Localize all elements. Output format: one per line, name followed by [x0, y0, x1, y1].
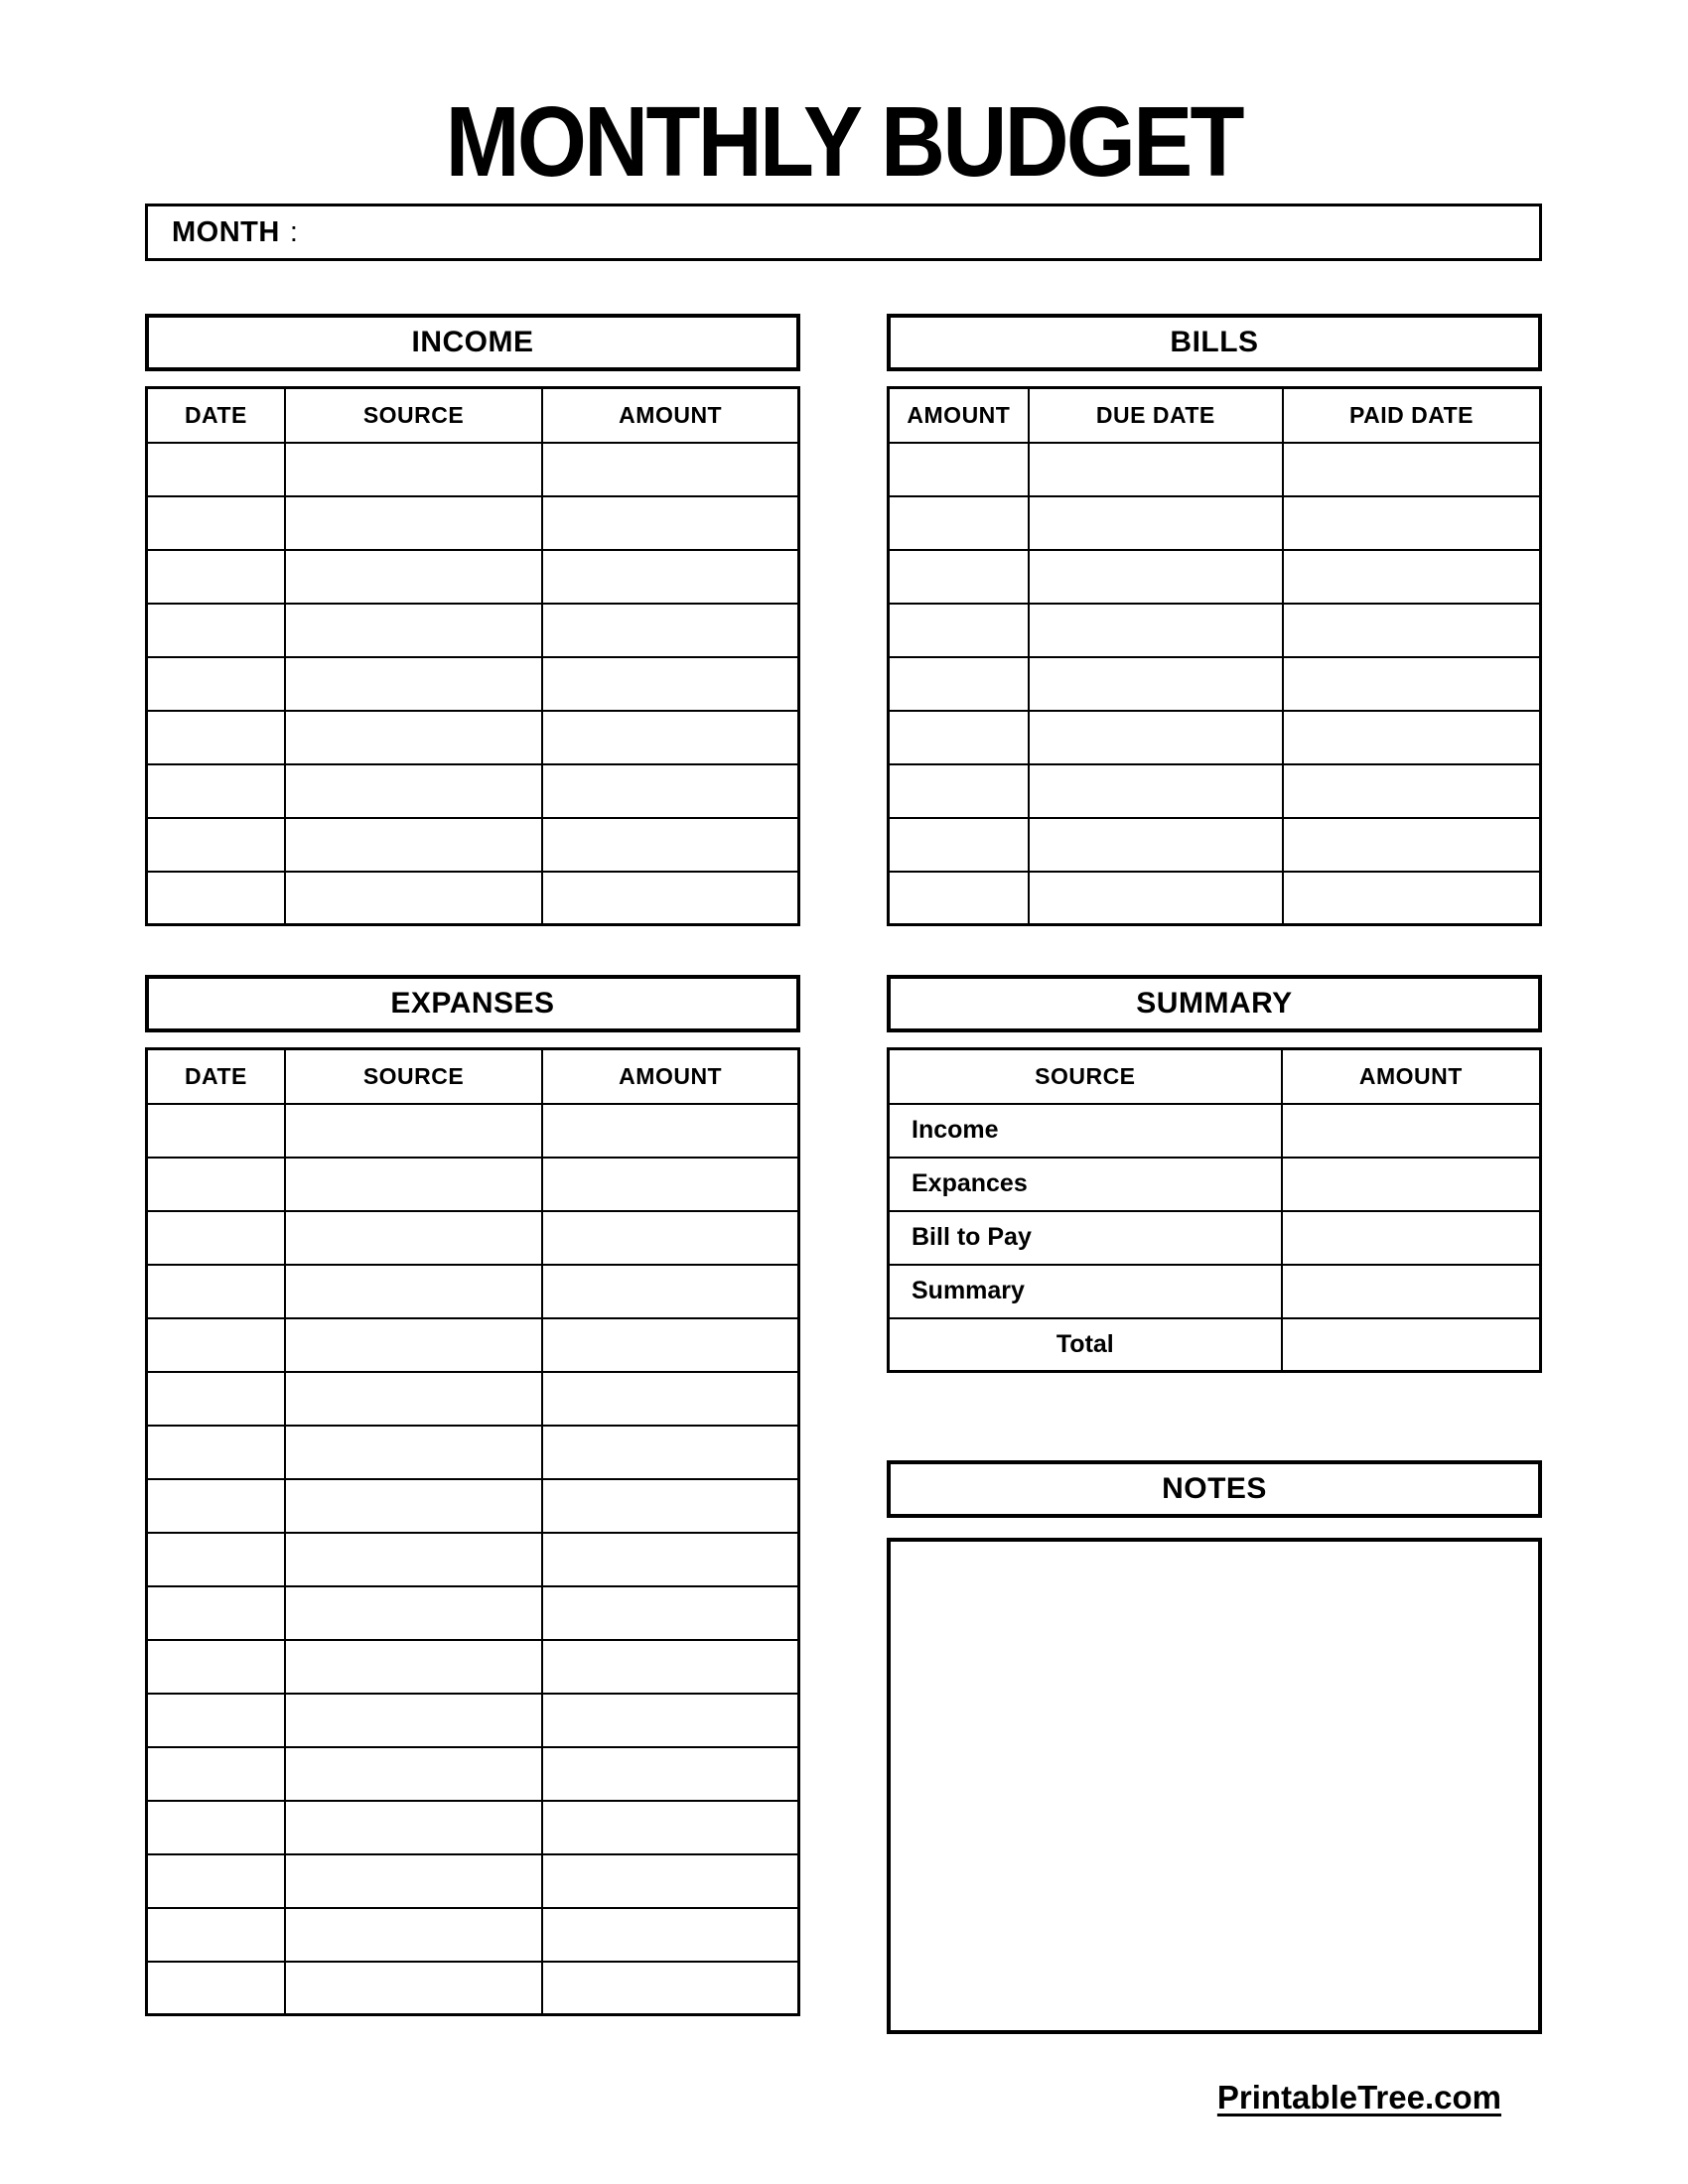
income-title-text: INCOME	[411, 326, 534, 358]
empty-cell[interactable]	[1029, 443, 1283, 496]
bills-section-title	[887, 314, 1542, 371]
empty-cell[interactable]	[542, 657, 798, 711]
empty-cell[interactable]	[285, 1426, 543, 1479]
empty-cell[interactable]	[147, 1801, 285, 1854]
table-row	[147, 1265, 799, 1318]
table-row	[147, 443, 799, 496]
table-row	[889, 764, 1541, 818]
empty-cell[interactable]	[1283, 604, 1541, 657]
column-header: DUE DATE	[1029, 388, 1283, 443]
bills-table	[887, 386, 1542, 926]
summary-row	[889, 1265, 1541, 1318]
summary-row-label: Bill to Pay	[889, 1211, 1282, 1265]
expanses-title-text: EXPANSES	[390, 987, 555, 1020]
empty-cell[interactable]	[285, 1801, 543, 1854]
empty-cell[interactable]	[147, 1158, 285, 1211]
empty-cell[interactable]	[147, 657, 285, 711]
empty-cell[interactable]	[147, 550, 285, 604]
empty-cell[interactable]	[542, 1586, 798, 1640]
summary-row	[889, 1318, 1541, 1372]
table-row	[147, 711, 799, 764]
summary-value-cell[interactable]	[1282, 1158, 1541, 1211]
empty-cell[interactable]	[147, 604, 285, 657]
empty-cell[interactable]	[147, 1586, 285, 1640]
table-row	[147, 1586, 799, 1640]
empty-cell[interactable]	[1029, 604, 1283, 657]
income-table	[145, 386, 800, 926]
notes-section-title	[887, 1460, 1542, 1518]
column-header: AMOUNT	[542, 1049, 798, 1104]
empty-cell[interactable]	[147, 1318, 285, 1372]
table-row	[147, 1854, 799, 1908]
expanses-table	[145, 1047, 800, 2016]
empty-cell[interactable]	[285, 1158, 543, 1211]
empty-cell[interactable]	[542, 1533, 798, 1586]
table-row	[147, 657, 799, 711]
table-row	[147, 872, 799, 925]
table-row	[889, 496, 1541, 550]
bills-title-text: BILLS	[1170, 326, 1259, 358]
empty-cell[interactable]	[147, 1533, 285, 1586]
table-row	[147, 1318, 799, 1372]
empty-cell[interactable]	[542, 1265, 798, 1318]
column-header: PAID DATE	[1283, 388, 1541, 443]
empty-cell[interactable]	[147, 1747, 285, 1801]
empty-cell[interactable]	[285, 1586, 543, 1640]
empty-cell[interactable]	[542, 1908, 798, 1962]
page-title-text: MONTHLY BUDGET	[445, 86, 1242, 198]
table-row	[147, 1801, 799, 1854]
table-row	[147, 496, 799, 550]
page-title	[145, 86, 1542, 198]
month-label: MONTH	[172, 215, 280, 248]
empty-cell[interactable]	[147, 1640, 285, 1694]
month-field-box	[145, 204, 1542, 261]
summary-value-cell[interactable]	[1282, 1318, 1541, 1372]
empty-cell[interactable]	[147, 764, 285, 818]
footer-site-link[interactable]: PrintableTree.com	[1216, 2079, 1501, 2116]
empty-cell[interactable]	[1283, 550, 1541, 604]
empty-cell[interactable]	[542, 764, 798, 818]
summary-row	[889, 1158, 1541, 1211]
expanses-header-row	[147, 1049, 799, 1104]
summary-table	[887, 1047, 1542, 1373]
notes-area[interactable]	[887, 1538, 1542, 2034]
empty-cell[interactable]	[147, 1372, 285, 1426]
summary-row-label: Expances	[889, 1158, 1282, 1211]
empty-cell[interactable]	[889, 496, 1029, 550]
table-row	[147, 1533, 799, 1586]
month-colon: :	[289, 215, 298, 248]
empty-cell[interactable]	[889, 443, 1029, 496]
empty-cell[interactable]	[147, 872, 285, 925]
table-row	[147, 818, 799, 872]
empty-cell[interactable]	[889, 764, 1029, 818]
empty-cell[interactable]	[285, 711, 543, 764]
left-column	[145, 314, 800, 2034]
empty-cell[interactable]	[285, 1211, 543, 1265]
empty-cell[interactable]	[147, 1265, 285, 1318]
right-column	[887, 314, 1542, 2034]
empty-cell[interactable]	[542, 1211, 798, 1265]
table-row	[147, 1479, 799, 1533]
empty-cell[interactable]	[542, 1372, 798, 1426]
empty-cell[interactable]	[285, 1962, 543, 2015]
empty-cell[interactable]	[147, 1908, 285, 1962]
table-row	[889, 657, 1541, 711]
empty-cell[interactable]	[147, 711, 285, 764]
empty-cell[interactable]	[1283, 818, 1541, 872]
empty-cell[interactable]	[1283, 764, 1541, 818]
empty-cell[interactable]	[285, 764, 543, 818]
empty-cell[interactable]	[285, 1747, 543, 1801]
empty-cell[interactable]	[542, 1426, 798, 1479]
empty-cell[interactable]	[1283, 872, 1541, 925]
summary-total-label: Total	[889, 1318, 1282, 1372]
summary-row-label: Summary	[889, 1265, 1282, 1318]
page-content	[145, 0, 1542, 2034]
empty-cell[interactable]	[147, 496, 285, 550]
bills-header-row	[889, 388, 1541, 443]
empty-cell[interactable]	[147, 1211, 285, 1265]
empty-cell[interactable]	[1283, 443, 1541, 496]
table-row	[147, 1747, 799, 1801]
summary-row	[889, 1211, 1541, 1265]
summary-header-row	[889, 1049, 1541, 1104]
empty-cell[interactable]	[147, 1104, 285, 1158]
empty-cell[interactable]	[542, 496, 798, 550]
summary-row-label: Income	[889, 1104, 1282, 1158]
empty-cell[interactable]	[889, 604, 1029, 657]
column-header: AMOUNT	[542, 388, 798, 443]
empty-cell[interactable]	[285, 1694, 543, 1747]
table-row	[147, 1104, 799, 1158]
empty-cell[interactable]	[285, 1854, 543, 1908]
empty-cell[interactable]	[285, 1640, 543, 1694]
table-row	[147, 1372, 799, 1426]
table-row	[147, 550, 799, 604]
empty-cell[interactable]	[1283, 711, 1541, 764]
empty-cell[interactable]	[542, 443, 798, 496]
empty-cell[interactable]	[889, 711, 1029, 764]
notes-title-text: NOTES	[1162, 1472, 1267, 1505]
column-header: SOURCE	[285, 388, 543, 443]
table-row	[147, 1640, 799, 1694]
summary-row	[889, 1104, 1541, 1158]
empty-cell[interactable]	[889, 818, 1029, 872]
column-header: DATE	[147, 388, 285, 443]
empty-cell[interactable]	[285, 443, 543, 496]
empty-cell[interactable]	[1029, 657, 1283, 711]
empty-cell[interactable]	[1029, 872, 1283, 925]
empty-cell[interactable]	[147, 443, 285, 496]
column-header: AMOUNT	[889, 388, 1029, 443]
empty-cell[interactable]	[147, 1426, 285, 1479]
empty-cell[interactable]	[1283, 657, 1541, 711]
income-header-row	[147, 388, 799, 443]
empty-cell[interactable]	[542, 1854, 798, 1908]
empty-cell[interactable]	[542, 1747, 798, 1801]
empty-cell[interactable]	[542, 872, 798, 925]
column-header: SOURCE	[889, 1049, 1282, 1104]
empty-cell[interactable]	[1029, 550, 1283, 604]
summary-section-title	[887, 975, 1542, 1032]
empty-cell[interactable]	[889, 872, 1029, 925]
summary-value-cell[interactable]	[1282, 1211, 1541, 1265]
empty-cell[interactable]	[1029, 764, 1283, 818]
empty-cell[interactable]	[1029, 711, 1283, 764]
empty-cell[interactable]	[285, 818, 543, 872]
empty-cell[interactable]	[542, 1962, 798, 2015]
table-row	[147, 1211, 799, 1265]
empty-cell[interactable]	[542, 550, 798, 604]
empty-cell[interactable]	[542, 1640, 798, 1694]
empty-cell[interactable]	[285, 550, 543, 604]
table-row	[147, 1694, 799, 1747]
empty-cell[interactable]	[542, 1318, 798, 1372]
empty-cell[interactable]	[147, 1962, 285, 2015]
empty-cell[interactable]	[542, 1104, 798, 1158]
table-row	[147, 1158, 799, 1211]
table-row	[889, 443, 1541, 496]
empty-cell[interactable]	[147, 1854, 285, 1908]
empty-cell[interactable]	[542, 1694, 798, 1747]
empty-cell[interactable]	[889, 657, 1029, 711]
empty-cell[interactable]	[285, 1318, 543, 1372]
empty-cell[interactable]	[147, 1479, 285, 1533]
empty-cell[interactable]	[285, 657, 543, 711]
columns-layout	[145, 314, 1542, 2034]
empty-cell[interactable]	[285, 872, 543, 925]
empty-cell[interactable]	[1029, 496, 1283, 550]
empty-cell[interactable]	[285, 1265, 543, 1318]
empty-cell[interactable]	[542, 818, 798, 872]
column-header: DATE	[147, 1049, 285, 1104]
summary-value-cell[interactable]	[1282, 1104, 1541, 1158]
summary-value-cell[interactable]	[1282, 1265, 1541, 1318]
table-row	[147, 1426, 799, 1479]
table-row	[889, 550, 1541, 604]
table-row	[889, 872, 1541, 925]
table-row	[147, 1962, 799, 2015]
summary-title-text: SUMMARY	[1136, 987, 1293, 1020]
empty-cell[interactable]	[889, 550, 1029, 604]
empty-cell[interactable]	[285, 1372, 543, 1426]
table-row	[147, 764, 799, 818]
empty-cell[interactable]	[1029, 818, 1283, 872]
empty-cell[interactable]	[542, 711, 798, 764]
empty-cell[interactable]	[1283, 496, 1541, 550]
table-row	[889, 604, 1541, 657]
column-header: AMOUNT	[1282, 1049, 1541, 1104]
empty-cell[interactable]	[285, 604, 543, 657]
empty-cell[interactable]	[285, 496, 543, 550]
empty-cell[interactable]	[285, 1533, 543, 1586]
empty-cell[interactable]	[542, 1158, 798, 1211]
table-row	[889, 711, 1541, 764]
empty-cell[interactable]	[285, 1908, 543, 1962]
expanses-section-title	[145, 975, 800, 1032]
empty-cell[interactable]	[285, 1479, 543, 1533]
month-input[interactable]	[308, 210, 1529, 254]
empty-cell[interactable]	[542, 1479, 798, 1533]
table-row	[147, 604, 799, 657]
column-header: SOURCE	[285, 1049, 543, 1104]
empty-cell[interactable]	[542, 1801, 798, 1854]
empty-cell[interactable]	[147, 818, 285, 872]
income-section-title	[145, 314, 800, 371]
table-row	[889, 818, 1541, 872]
empty-cell[interactable]	[285, 1104, 543, 1158]
empty-cell[interactable]	[147, 1694, 285, 1747]
table-row	[147, 1908, 799, 1962]
empty-cell[interactable]	[542, 604, 798, 657]
